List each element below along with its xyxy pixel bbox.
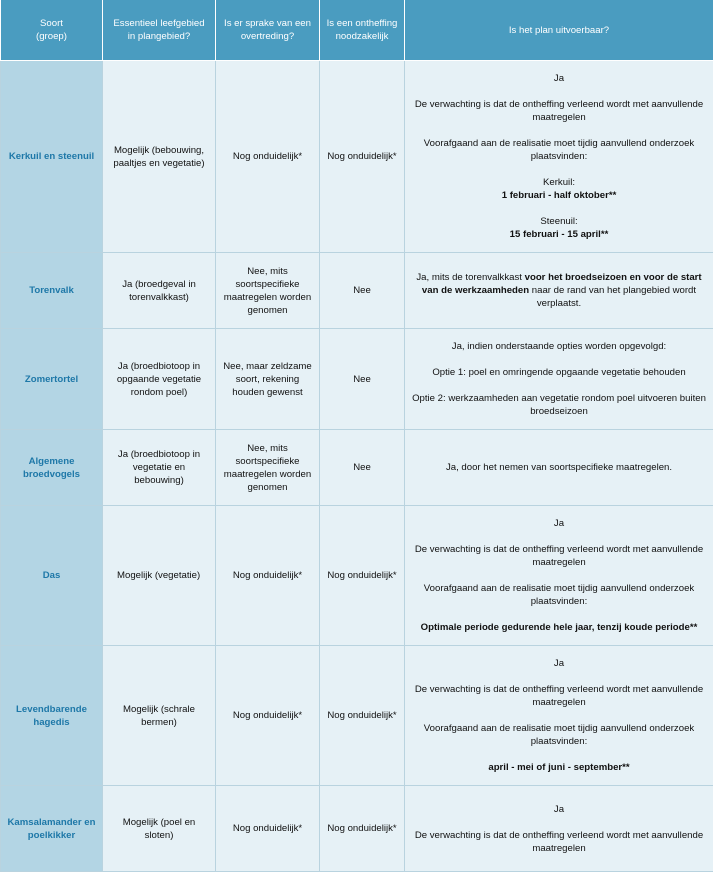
table-row [1,61,713,253]
species-cell: Levendbarende hagedis [1,646,103,786]
species-cell: Zomertortel [1,329,103,430]
period-kerkuil [411,176,707,202]
plan-line: Ja [553,658,565,669]
table-row [1,786,713,872]
violation-cell: Nee, maar zeldzame soort, rekening houden gewenst [216,329,320,430]
exemption-cell: Nee [320,329,405,430]
species-cell: Kamsalamander en poelkikker [1,786,103,872]
period-steenuil [411,215,707,241]
table-row [1,329,713,430]
plan-line: Voorafgaand aan de realisatie moet tijdig aanvullend onderzoek plaatsvinden: [423,583,695,607]
header-species-line2: (groep) [36,31,67,42]
violation-cell: Nog onduidelijk* [216,646,320,786]
plan-line: Ja [553,803,565,815]
violation-cell: Nog onduidelijk* [216,786,320,872]
species-cell: Das [1,506,103,646]
period-value: 1 februari - half oktober** [501,190,617,201]
violation-cell: Nee, mits soortspecifieke maatregelen worden genomen [216,253,320,329]
species-cell: Algemene broedvogels [1,430,103,506]
plan-cell [405,253,713,329]
habitat-cell: Mogelijk (bebouwing, paaltjes en vegetatie) [103,61,216,253]
period-label: Steenuil: [540,216,578,227]
plan-line-bold [411,761,707,774]
header-plan: Is het plan uitvoerbaar? [405,0,713,61]
habitat-cell: Ja (broedbiotoop in vegetatie en bebouwing) [103,430,216,506]
period-value: april - mei of juni - september** [488,762,630,773]
plan-line: Ja, indien onderstaande opties worden opgevolgd: [451,341,667,352]
plan-line: Ja [553,518,565,529]
plan-cell [405,61,713,253]
habitat-cell: Mogelijk (schrale bermen) [103,646,216,786]
plan-line: De verwachting is dat de ontheffing verleend wordt met aanvullende maatregelen [414,684,704,708]
plan-line: De verwachting is dat de ontheffing verleend wordt met aanvullende maatregelen [414,99,704,123]
header-species [1,0,103,61]
header-habitat: Essentieel leefgebied in plangebied? [103,0,216,61]
exemption-cell: Nee [320,430,405,506]
plan-line: Voorafgaand aan de realisatie moet tijdig aanvullend onderzoek plaatsvinden: [423,138,695,162]
plan-cell [405,786,713,872]
habitat-cell: Ja (broedgeval in torenvalkkast) [103,253,216,329]
period-label: Kerkuil: [543,177,575,188]
table-row [1,646,713,786]
habitat-cell: Ja (broedbiotoop in opgaande vegetatie rondom poel) [103,329,216,430]
plan-line: Voorafgaand aan de realisatie moet tijdig aanvullend onderzoek plaatsvinden: [423,723,695,747]
plan-line: Optie 2: werkzaamheden aan vegetatie rondom poel uitvoeren buiten broedseizoen [412,393,706,417]
table-row [1,506,713,646]
habitat-cell: Mogelijk (vegetatie) [103,506,216,646]
exemption-cell: Nog onduidelijk* [320,61,405,253]
plan-text: naar de rand van het plangebied wordt verplaatst. [529,285,697,309]
plan-line: De verwachting is dat de ontheffing verleend wordt met aanvullende maatregelen [414,544,704,568]
violation-cell: Nog onduidelijk* [216,61,320,253]
table-row [1,253,713,329]
plan-line: Ja [553,73,565,84]
header-row [1,0,713,61]
violation-cell: Nee, mits soortspecifieke maatregelen worden genomen [216,430,320,506]
plan-cell [405,329,713,430]
period-value: Optimale periode gedurende hele jaar, tenzij koude periode** [420,622,698,633]
header-species-line1: Soort [40,18,63,29]
exemption-cell: Nog onduidelijk* [320,786,405,872]
violation-cell: Nog onduidelijk* [216,506,320,646]
plan-text-bold: voor het broedseizoen en voor de start van de werkzaamheden [421,272,702,296]
header-violation: Is er sprake van een overtreding? [216,0,320,61]
plan-line-bold [411,621,707,634]
habitat-cell: Mogelijk (poel en sloten) [103,786,216,872]
plan-line: Optie 1: poel en omringende opgaande vegetatie behouden [432,367,686,378]
species-cell: Torenvalk [1,253,103,329]
exemption-cell: Nog onduidelijk* [320,506,405,646]
exemption-cell: Nee [320,253,405,329]
period-value: 15 februari - 15 april** [509,229,609,240]
plan-line: De verwachting is dat de ontheffing verleend wordt met aanvullende maatregelen [414,829,704,854]
plan-cell [405,430,713,506]
plan-line: Ja, door het nemen van soortspecifieke maatregelen. [445,462,673,473]
table-row [1,430,713,506]
plan-cell [405,646,713,786]
species-cell: Kerkuil en steenuil [1,61,103,253]
plan-text: Ja, mits de torenvalkkast [416,272,525,283]
exemption-cell: Nog onduidelijk* [320,646,405,786]
header-exemption: Is een ontheffing noodzakelijk [320,0,405,61]
plan-cell [405,506,713,646]
